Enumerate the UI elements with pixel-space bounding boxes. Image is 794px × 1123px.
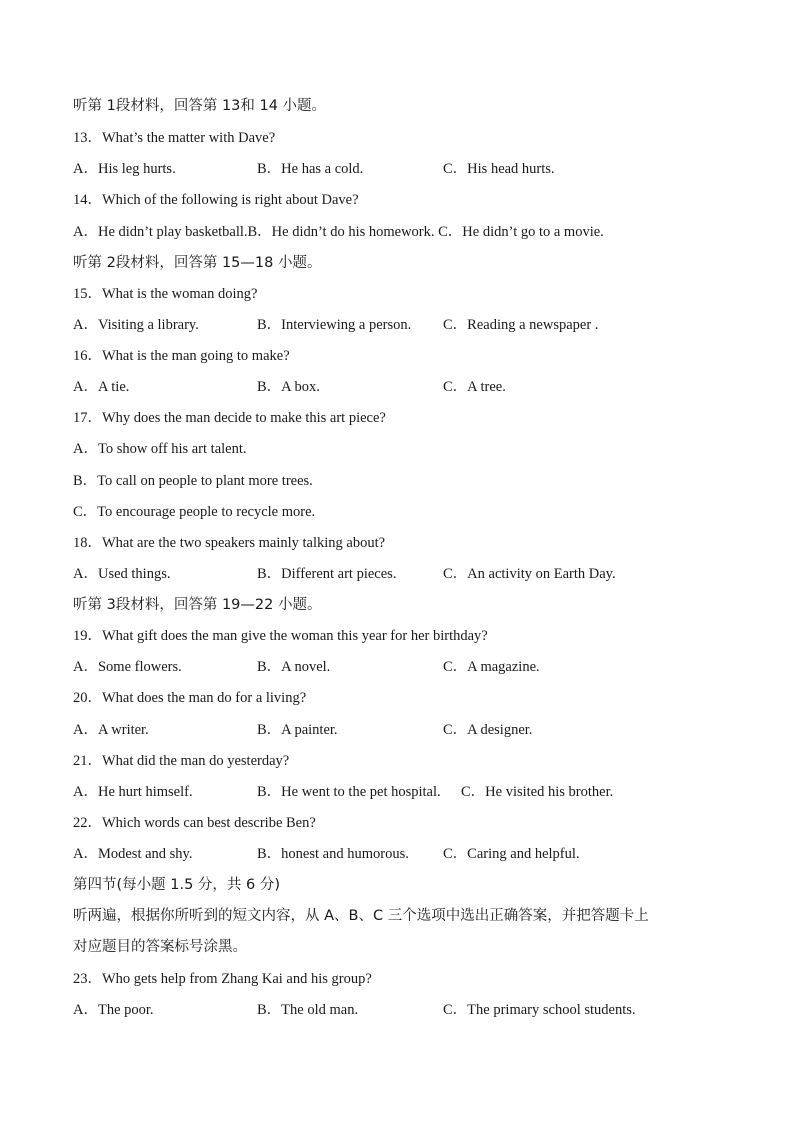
question-15-option-b[interactable]: B．Interviewing a person.: [257, 317, 412, 333]
question-23-option-c[interactable]: C．The primary school students.: [443, 1002, 636, 1018]
question-16-option-b[interactable]: B．A box.: [257, 379, 320, 395]
part-4-instruction-line-2: 对应题目的答案标号涂黑。: [73, 939, 247, 955]
question-16-stem: 16．What is the man going to make?: [73, 348, 290, 364]
question-21-option-b[interactable]: B．He went to the pet hospital.: [257, 784, 441, 800]
question-21-option-c[interactable]: C．He visited his brother.: [461, 784, 614, 800]
question-13-stem: 13．What’s the matter with Dave?: [73, 130, 276, 146]
question-22-stem: 22．Which words can best describe Ben?: [73, 815, 316, 831]
question-20-option-b[interactable]: B．A painter.: [257, 722, 338, 738]
question-23-option-a[interactable]: A．The poor.: [73, 1002, 154, 1018]
question-22-option-c[interactable]: C．Caring and helpful.: [443, 846, 580, 862]
part-4-header: 第四节(每小题 1.5 分，共 6 分): [73, 877, 281, 893]
question-18-option-a[interactable]: A．Used things.: [73, 566, 171, 582]
section-3-header: 听第 3段材料，回答第 19—22 小题。: [73, 597, 322, 613]
question-19-option-a[interactable]: A．Some flowers.: [73, 659, 182, 675]
question-18-option-c[interactable]: C．An activity on Earth Day.: [443, 566, 616, 582]
question-13-option-a[interactable]: A．His leg hurts.: [73, 161, 176, 177]
question-19-option-c[interactable]: C．A magazine.: [443, 659, 540, 675]
question-22-option-a[interactable]: A．Modest and shy.: [73, 846, 193, 862]
question-15-option-a[interactable]: A．Visiting a library.: [73, 317, 199, 333]
question-18-option-b[interactable]: B．Different art pieces.: [257, 566, 397, 582]
question-17-stem: 17．Why does the man decide to make this art piece?: [73, 410, 386, 426]
question-21-stem: 21．What did the man do yesterday?: [73, 753, 290, 769]
section-1-header: 听第 1段材料，回答第 13和 14 小题。: [73, 98, 327, 114]
question-19-stem: 19．What gift does the man give the woman this year for her birthday?: [73, 628, 488, 644]
question-13-option-b[interactable]: B．He has a cold.: [257, 161, 364, 177]
question-13-option-c[interactable]: C．His head hurts.: [443, 161, 555, 177]
part-4-instruction-line-1: 听两遍，根据你所听到的短文内容，从 A、B、C 三个选项中选出正确答案，并把答题卡上: [73, 908, 649, 924]
question-21-option-a[interactable]: A．He hurt himself.: [73, 784, 193, 800]
question-20-option-a[interactable]: A．A writer.: [73, 722, 149, 738]
question-14-stem: 14．Which of the following is right about Dave?: [73, 192, 359, 208]
question-19-option-b[interactable]: B．A novel.: [257, 659, 331, 675]
section-2-header: 听第 2段材料，回答第 15—18 小题。: [73, 255, 322, 271]
question-16-option-a[interactable]: A．A tie.: [73, 379, 130, 395]
question-20-stem: 20．What does the man do for a living?: [73, 690, 307, 706]
question-17-option-c[interactable]: C．To encourage people to recycle more.: [73, 504, 316, 520]
question-20-option-c[interactable]: C．A designer.: [443, 722, 533, 738]
question-23-option-b[interactable]: B．The old man.: [257, 1002, 359, 1018]
question-17-option-a[interactable]: A．To show off his art talent.: [73, 441, 247, 457]
question-23-stem: 23．Who gets help from Zhang Kai and his group?: [73, 971, 372, 987]
question-14-options[interactable]: A．He didn’t play basketball.B．He didn’t do his homework. C．He didn’t go to a movie.: [73, 224, 604, 240]
question-15-stem: 15．What is the woman doing?: [73, 286, 258, 302]
question-22-option-b[interactable]: B．honest and humorous.: [257, 846, 409, 862]
question-17-option-b[interactable]: B．To call on people to plant more trees.: [73, 473, 313, 489]
question-16-option-c[interactable]: C．A tree.: [443, 379, 506, 395]
question-15-option-c[interactable]: C．Reading a newspaper .: [443, 317, 599, 333]
question-18-stem: 18．What are the two speakers mainly talking about?: [73, 535, 386, 551]
